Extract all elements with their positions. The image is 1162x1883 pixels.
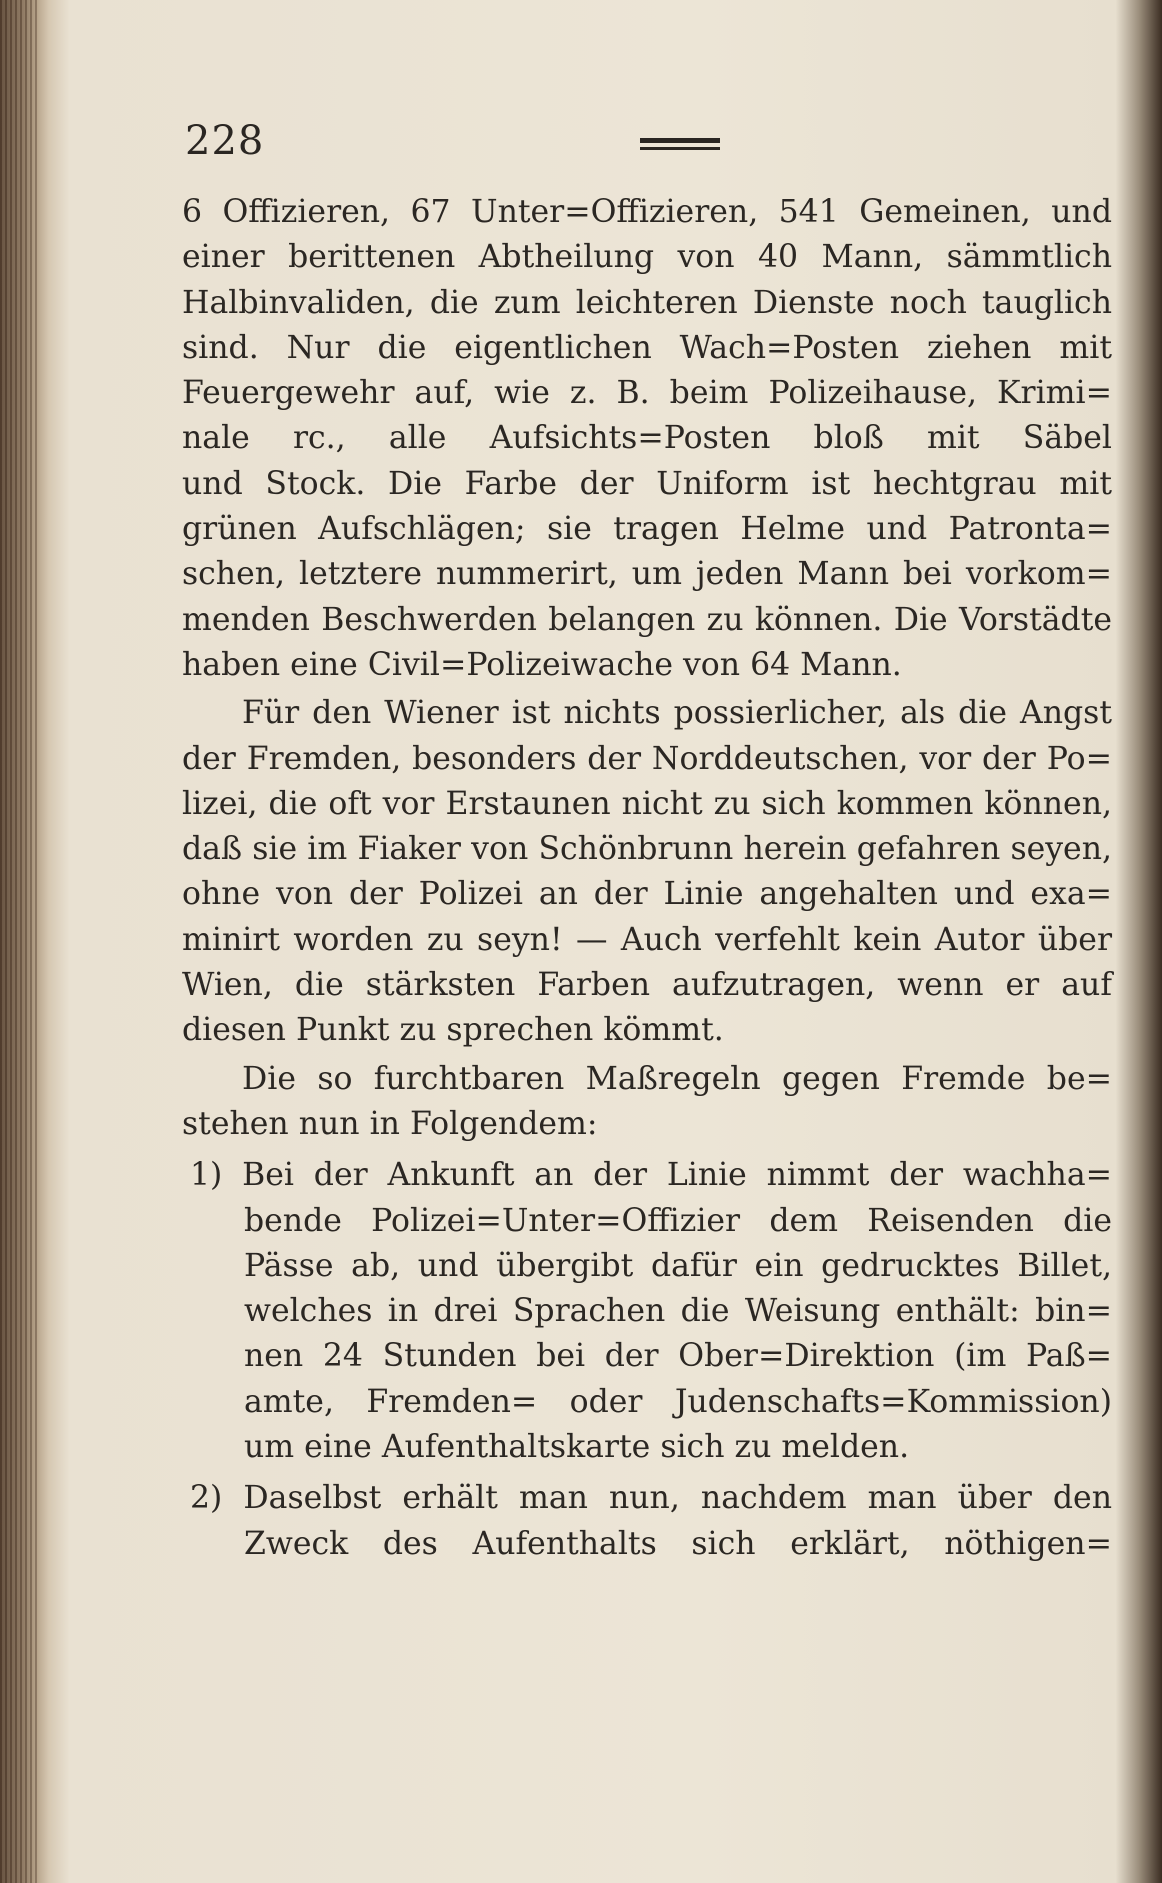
text-line: Wien, die stärksten Farben aufzutragen, wenn er auf <box>182 967 1112 1004</box>
book-spine <box>0 0 38 1883</box>
page-number: 228 <box>185 118 265 164</box>
header-ornament-rule <box>640 138 720 150</box>
text-line: nen 24 Stunden bei der Ober=Direktion (im Paß= <box>244 1338 1112 1375</box>
text-line: der Fremden, besonders der Norddeutschen, vor der Po= <box>182 740 1112 777</box>
paragraph <box>182 190 1112 688</box>
book-page <box>60 0 1140 1883</box>
text-line: haben eine Civil=Polizeiwache von 64 Mann. <box>182 646 902 683</box>
text-line: menden Beschwerden belangen zu können. Die Vorstädte <box>182 601 1112 638</box>
text-line: Pässe ab, und übergibt dafür ein gedrucktes Billet, <box>244 1247 1112 1284</box>
text-line: Die so furchtbaren Maßregeln gegen Fremde be= <box>242 1060 1112 1097</box>
text-line: einer berittenen Abtheilung von 40 Mann, sämmtlich <box>182 239 1112 276</box>
text-line: 6 Offizieren, 67 Unter=Offizieren, 541 Gemeinen, und <box>182 194 1112 230</box>
text-line: Zweck des Aufenthalts sich erklärt, nöthigen= <box>244 1525 1112 1562</box>
text-line: ohne von der Polizei an der Linie angehalten und exa= <box>182 876 1112 913</box>
text-line: welches in drei Sprachen die Weisung enthält: bin= <box>244 1293 1112 1330</box>
list-item <box>182 1153 1112 1470</box>
text-line: nale rc., alle Aufsichts=Posten bloß mit Säbel <box>182 420 1112 457</box>
text-line: 1) Bei der Ankunft an der Linie nimmt der wachha= <box>190 1157 1112 1194</box>
text-line: minirt worden zu seyn! — Auch verfehlt kein Autor über <box>182 921 1112 958</box>
page-body <box>182 190 1112 1567</box>
text-line: bende Polizei=Unter=Offizier dem Reisenden die <box>244 1202 1112 1239</box>
text-line: Halbinvaliden, die zum leichteren Dienste noch tauglich <box>182 284 1112 321</box>
text-line: sind. Nur die eigentlichen Wach=Posten ziehen mit <box>182 329 1112 366</box>
text-line: amte, Fremden= oder Judenschafts=Kommission) <box>244 1383 1112 1420</box>
text-line: stehen nun in Folgendem: <box>182 1105 598 1142</box>
paragraph <box>182 691 1112 1053</box>
text-line: Feuergewehr auf, wie z. B. beim Polizeihause, Krimi= <box>182 375 1112 412</box>
text-line: und Stock. Die Farbe der Uniform ist hechtgrau mit <box>182 465 1112 502</box>
text-line: schen, letztere nummerirt, um jeden Mann bei vorkom= <box>182 556 1112 593</box>
paragraph <box>182 1057 1112 1148</box>
text-line: um eine Aufenthaltskarte sich zu melden. <box>244 1429 910 1466</box>
text-line: diesen Punkt zu sprechen kömmt. <box>182 1012 724 1049</box>
list-item <box>182 1476 1112 1567</box>
page-header <box>185 118 725 168</box>
text-line: lizei, die oft vor Erstaunen nicht zu sich kommen können, <box>182 785 1112 822</box>
text-line: daß sie im Fiaker von Schönbrunn herein gefahren seyen, <box>182 831 1112 868</box>
text-line: Für den Wiener ist nichts possierlicher, als die Angst <box>242 695 1112 732</box>
text-line: 2) Daselbst erhält man nun, nachdem man über den <box>190 1480 1112 1517</box>
text-line: grünen Aufschlägen; sie tragen Helme und Patronta= <box>182 511 1112 548</box>
